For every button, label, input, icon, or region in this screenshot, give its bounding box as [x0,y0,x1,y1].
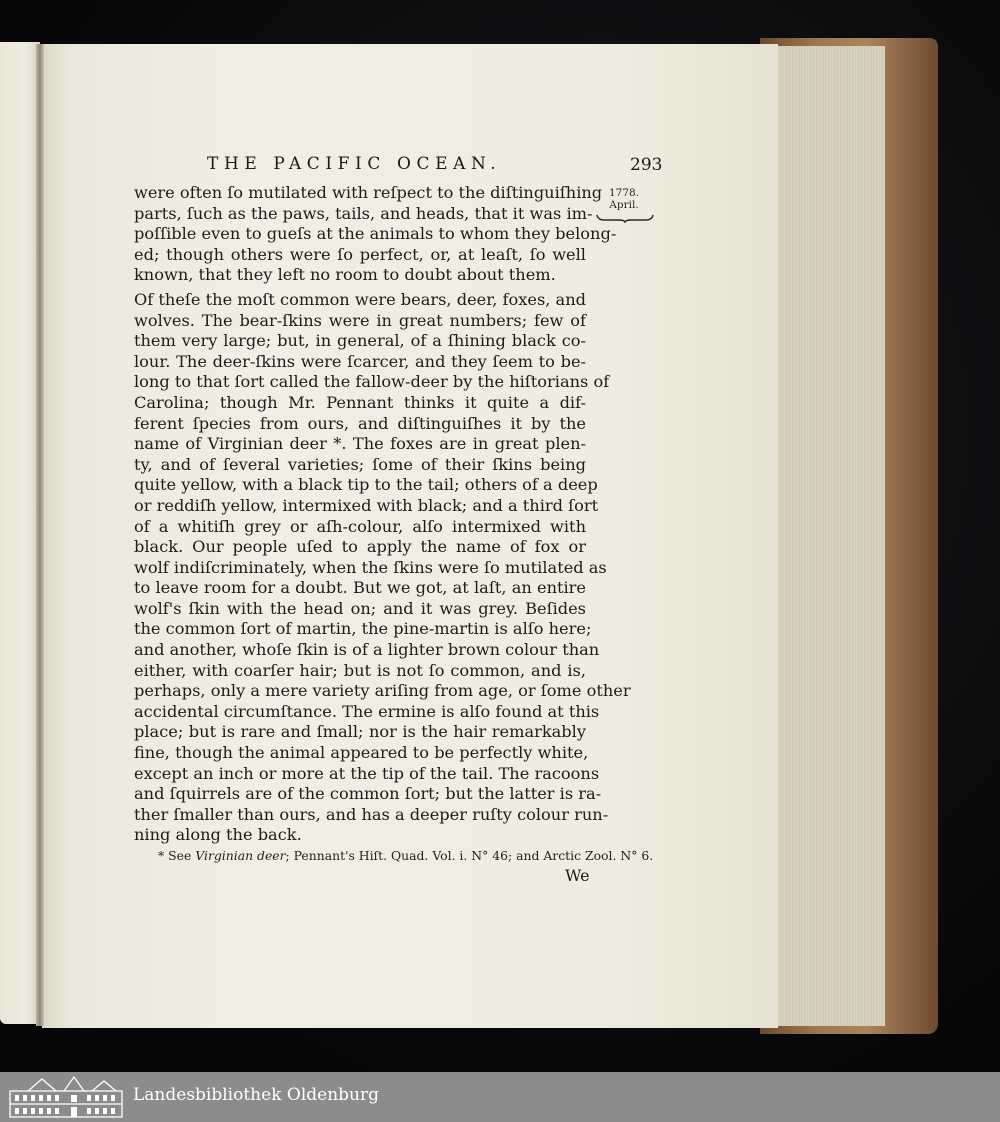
text-line: either, with coarſer hair; but is not ſo common, and is, [134,660,586,680]
text-line: wolf's ſkin with the head on; and it was grey. Beſides [134,598,586,618]
text-line: of a whitiſh grey or aſh-colour, alſo intermixed with [134,516,586,536]
page-number: 293 [630,155,663,175]
margin-month: April. [609,199,639,211]
text-line: long to that ſort called the fallow-deer by the hiſtorians of [134,372,610,392]
text-line: ther ſmaller than ours, and has a deeper ruſty colour run- [134,804,609,824]
footnote [158,848,653,863]
text-line: poſſible even to gueſs at the animals to whom they belong- [134,224,617,244]
text-line: or reddiſh yellow, intermixed with black; and a third ſort [134,495,599,515]
curly-brace-icon [596,213,654,223]
text-line: accidental circumſtance. The ermine is alſo found at this [134,701,600,721]
text-line: them very large; but, in general, of a ſhining black co- [134,331,586,351]
footnote-marker: * See [158,848,192,863]
margin-year: 1778. [608,187,640,199]
text-line: and another, whoſe ſkin is of a lighter brown colour than [134,640,600,660]
text-line: black. Our people uſed to apply the name of fox or [134,537,586,557]
text-line: perhaps, only a mere variety ariſing from age, or ſome other [134,681,631,701]
text-line: place; but is rare and ſmall; nor is the hair remarkably [134,722,586,742]
text-line: name of Virginian deer *. The foxes are in great plen- [134,434,586,454]
running-title: THE PACIFIC OCEAN. [207,154,502,174]
text-line: ed; though others were ſo perfect, or, at leaſt, ſo well [134,244,586,264]
text-line: Of theſe the moſt common were bears, deer, foxes, and [134,289,586,309]
footnote-text: ; Pennant's Hiſt. Quad. Vol. i. N° 46; and Arctic Zool. N° 6. [285,848,654,863]
text-line: quite yellow, with a black tip to the tail; others of a deep [134,475,598,495]
text-line: and ſquirrels are of the common ſort; but the latter is ra- [134,784,602,804]
text-line: wolf indiſcriminately, when the ſkins were ſo mutilated as [134,557,607,577]
text-line: the common ſort of martin, the pine-martin is alſo here; [134,619,592,639]
page-block-edges [776,46,885,1026]
library-building-icon [8,1075,124,1119]
text-line: except an inch or more at the tip of the tail. The racoons [134,763,600,783]
library-name: Landesbibliothek Oldenburg [133,1085,380,1105]
text-line: parts, ſuch as the paws, tails, and heads, that it was im- [134,203,593,223]
text-line: known, that they left no room to doubt about them. [134,265,556,285]
text-line: wolves. The bear-ſkins were in great numbers; few of [134,310,586,330]
text-line: ning along the back. [134,825,302,845]
text-line: to leave room for a doubt. But we got, at laſt, an entire [134,578,586,598]
text-line: Carolina; though Mr. Pennant thinks it quite a dif- [134,392,586,412]
book-gutter [36,44,44,1026]
text-line: ty, and of ſeveral varieties; ſome of their ſkins being [134,454,586,474]
text-line: fine, though the animal appeared to be perfectly white, [134,743,589,763]
margin-date-note [596,187,652,223]
text-line: ferent ſpecies from ours, and diſtinguiſhes it by the [134,413,586,433]
text-line: were often ſo mutilated with reſpect to the diſtinguiſhing [134,183,603,202]
text-line: lour. The deer-ſkins were ſcarcer, and they ſeem to be- [134,351,586,371]
left-page-edge [0,42,40,1024]
footnote-italic: Virginian deer [195,848,286,863]
catchword: We [565,866,590,885]
